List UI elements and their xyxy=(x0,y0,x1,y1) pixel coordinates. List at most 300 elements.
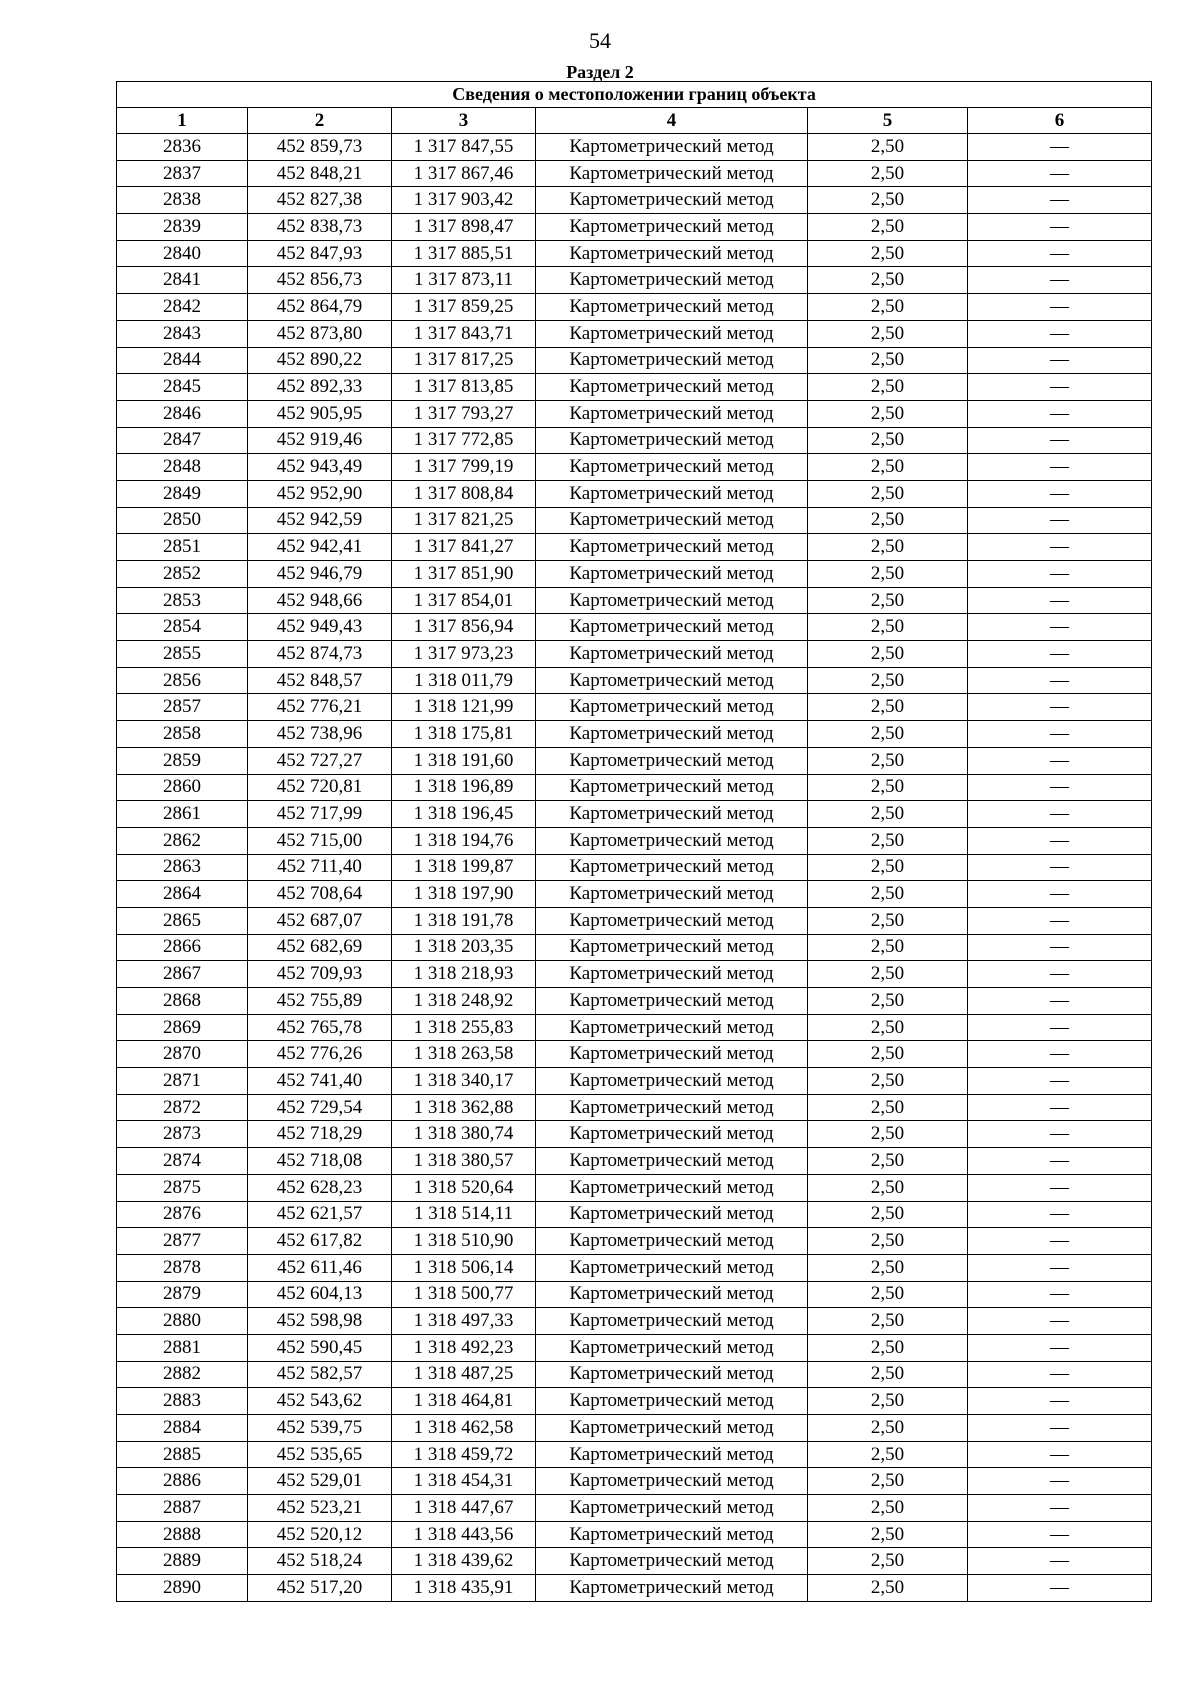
method-cell: Картометрический метод xyxy=(536,1094,808,1121)
x-coordinate-cell: 452 718,08 xyxy=(248,1148,392,1175)
column-header: 4 xyxy=(536,108,808,134)
column-header: 5 xyxy=(808,108,968,134)
point-number-cell: 2881 xyxy=(117,1334,248,1361)
accuracy-cell: 2,50 xyxy=(808,1121,968,1148)
note-cell: — xyxy=(968,160,1152,187)
method-cell: Картометрический метод xyxy=(536,347,808,374)
y-coordinate-cell: 1 318 520,64 xyxy=(392,1174,536,1201)
table-row xyxy=(117,1521,1152,1548)
note-cell: — xyxy=(968,774,1152,801)
point-number-cell: 2856 xyxy=(117,667,248,694)
table-row xyxy=(117,187,1152,214)
table-row xyxy=(117,667,1152,694)
table-row xyxy=(117,267,1152,294)
method-cell: Картометрический метод xyxy=(536,721,808,748)
accuracy-cell: 2,50 xyxy=(808,267,968,294)
table-row xyxy=(117,1388,1152,1415)
y-coordinate-cell: 1 317 898,47 xyxy=(392,214,536,241)
x-coordinate-cell: 452 708,64 xyxy=(248,881,392,908)
table-row xyxy=(117,1201,1152,1228)
y-coordinate-cell: 1 318 011,79 xyxy=(392,667,536,694)
point-number-cell: 2850 xyxy=(117,507,248,534)
note-cell: — xyxy=(968,427,1152,454)
x-coordinate-cell: 452 741,40 xyxy=(248,1068,392,1095)
x-coordinate-cell: 452 847,93 xyxy=(248,240,392,267)
y-coordinate-cell: 1 318 454,31 xyxy=(392,1468,536,1495)
point-number-cell: 2855 xyxy=(117,641,248,668)
x-coordinate-cell: 452 943,49 xyxy=(248,454,392,481)
page-number: 54 xyxy=(589,28,611,53)
method-cell: Картометрический метод xyxy=(536,534,808,561)
x-coordinate-cell: 452 873,80 xyxy=(248,320,392,347)
note-cell: — xyxy=(968,667,1152,694)
method-cell: Картометрический метод xyxy=(536,961,808,988)
y-coordinate-cell: 1 317 808,84 xyxy=(392,480,536,507)
accuracy-cell: 2,50 xyxy=(808,1068,968,1095)
table-row xyxy=(117,1468,1152,1495)
accuracy-cell: 2,50 xyxy=(808,1441,968,1468)
y-coordinate-cell: 1 318 459,72 xyxy=(392,1441,536,1468)
point-number-cell: 2860 xyxy=(117,774,248,801)
accuracy-cell: 2,50 xyxy=(808,801,968,828)
method-cell: Картометрический метод xyxy=(536,1361,808,1388)
point-number-cell: 2865 xyxy=(117,907,248,934)
y-coordinate-cell: 1 318 510,90 xyxy=(392,1228,536,1255)
point-number-cell: 2867 xyxy=(117,961,248,988)
accuracy-cell: 2,50 xyxy=(808,1041,968,1068)
point-number-cell: 2839 xyxy=(117,214,248,241)
table-row xyxy=(117,881,1152,908)
note-cell: — xyxy=(968,454,1152,481)
note-cell: — xyxy=(968,988,1152,1015)
point-number-cell: 2857 xyxy=(117,694,248,721)
note-cell: — xyxy=(968,747,1152,774)
accuracy-cell: 2,50 xyxy=(808,1334,968,1361)
accuracy-cell: 2,50 xyxy=(808,881,968,908)
method-cell: Картометрический метод xyxy=(536,827,808,854)
table-row xyxy=(117,614,1152,641)
x-coordinate-cell: 452 864,79 xyxy=(248,294,392,321)
method-cell: Картометрический метод xyxy=(536,1468,808,1495)
method-cell: Картометрический метод xyxy=(536,801,808,828)
accuracy-cell: 2,50 xyxy=(808,160,968,187)
point-number-cell: 2882 xyxy=(117,1361,248,1388)
point-number-cell: 2861 xyxy=(117,801,248,828)
point-number-cell: 2885 xyxy=(117,1441,248,1468)
point-number-cell: 2851 xyxy=(117,534,248,561)
point-number-cell: 2869 xyxy=(117,1014,248,1041)
y-coordinate-cell: 1 318 506,14 xyxy=(392,1254,536,1281)
note-cell: — xyxy=(968,1495,1152,1522)
table-caption: Сведения о местоположении границ объекта xyxy=(117,82,1152,108)
accuracy-cell: 2,50 xyxy=(808,1361,968,1388)
point-number-cell: 2864 xyxy=(117,881,248,908)
accuracy-cell: 2,50 xyxy=(808,187,968,214)
method-cell: Картометрический метод xyxy=(536,1521,808,1548)
y-coordinate-cell: 1 318 194,76 xyxy=(392,827,536,854)
y-coordinate-cell: 1 317 873,11 xyxy=(392,267,536,294)
y-coordinate-cell: 1 317 772,85 xyxy=(392,427,536,454)
note-cell: — xyxy=(968,134,1152,161)
x-coordinate-cell: 452 518,24 xyxy=(248,1548,392,1575)
x-coordinate-cell: 452 856,73 xyxy=(248,267,392,294)
x-coordinate-cell: 452 718,29 xyxy=(248,1121,392,1148)
accuracy-cell: 2,50 xyxy=(808,827,968,854)
x-coordinate-cell: 452 687,07 xyxy=(248,907,392,934)
point-number-cell: 2886 xyxy=(117,1468,248,1495)
note-cell: — xyxy=(968,320,1152,347)
x-coordinate-cell: 452 948,66 xyxy=(248,587,392,614)
method-cell: Картометрический метод xyxy=(536,1228,808,1255)
accuracy-cell: 2,50 xyxy=(808,347,968,374)
table-row xyxy=(117,160,1152,187)
table-row xyxy=(117,561,1152,588)
note-cell: — xyxy=(968,1148,1152,1175)
table-row xyxy=(117,1014,1152,1041)
x-coordinate-cell: 452 952,90 xyxy=(248,480,392,507)
x-coordinate-cell: 452 611,46 xyxy=(248,1254,392,1281)
method-cell: Картометрический метод xyxy=(536,1334,808,1361)
table-row xyxy=(117,1041,1152,1068)
x-coordinate-cell: 452 604,13 xyxy=(248,1281,392,1308)
accuracy-cell: 2,50 xyxy=(808,721,968,748)
table-row xyxy=(117,721,1152,748)
table-row xyxy=(117,1361,1152,1388)
table-row xyxy=(117,1548,1152,1575)
table-row xyxy=(117,1575,1152,1602)
method-cell: Картометрический метод xyxy=(536,641,808,668)
note-cell: — xyxy=(968,1308,1152,1335)
method-cell: Картометрический метод xyxy=(536,1495,808,1522)
x-coordinate-cell: 452 682,69 xyxy=(248,934,392,961)
point-number-cell: 2840 xyxy=(117,240,248,267)
point-number-cell: 2862 xyxy=(117,827,248,854)
note-cell: — xyxy=(968,374,1152,401)
table-row xyxy=(117,854,1152,881)
accuracy-cell: 2,50 xyxy=(808,1575,968,1602)
accuracy-cell: 2,50 xyxy=(808,240,968,267)
table-row xyxy=(117,1228,1152,1255)
table-row xyxy=(117,1441,1152,1468)
accuracy-cell: 2,50 xyxy=(808,534,968,561)
accuracy-cell: 2,50 xyxy=(808,1495,968,1522)
accuracy-cell: 2,50 xyxy=(808,587,968,614)
method-cell: Картометрический метод xyxy=(536,614,808,641)
table-row xyxy=(117,134,1152,161)
accuracy-cell: 2,50 xyxy=(808,1468,968,1495)
table-row xyxy=(117,641,1152,668)
note-cell: — xyxy=(968,1121,1152,1148)
note-cell: — xyxy=(968,1014,1152,1041)
method-cell: Картометрический метод xyxy=(536,160,808,187)
method-cell: Картометрический метод xyxy=(536,1121,808,1148)
note-cell: — xyxy=(968,534,1152,561)
note-cell: — xyxy=(968,827,1152,854)
method-cell: Картометрический метод xyxy=(536,400,808,427)
point-number-cell: 2866 xyxy=(117,934,248,961)
point-number-cell: 2846 xyxy=(117,400,248,427)
point-number-cell: 2873 xyxy=(117,1121,248,1148)
note-cell: — xyxy=(968,1254,1152,1281)
accuracy-cell: 2,50 xyxy=(808,134,968,161)
accuracy-cell: 2,50 xyxy=(808,507,968,534)
method-cell: Картометрический метод xyxy=(536,561,808,588)
note-cell: — xyxy=(968,480,1152,507)
x-coordinate-cell: 452 729,54 xyxy=(248,1094,392,1121)
note-cell: — xyxy=(968,1388,1152,1415)
y-coordinate-cell: 1 317 856,94 xyxy=(392,614,536,641)
method-cell: Картометрический метод xyxy=(536,1281,808,1308)
method-cell: Картометрический метод xyxy=(536,1068,808,1095)
point-number-cell: 2852 xyxy=(117,561,248,588)
note-cell: — xyxy=(968,347,1152,374)
point-number-cell: 2870 xyxy=(117,1041,248,1068)
x-coordinate-cell: 452 848,57 xyxy=(248,667,392,694)
x-coordinate-cell: 452 709,93 xyxy=(248,961,392,988)
note-cell: — xyxy=(968,1548,1152,1575)
point-number-cell: 2836 xyxy=(117,134,248,161)
point-number-cell: 2868 xyxy=(117,988,248,1015)
x-coordinate-cell: 452 590,45 xyxy=(248,1334,392,1361)
note-cell: — xyxy=(968,1415,1152,1442)
y-coordinate-cell: 1 317 847,55 xyxy=(392,134,536,161)
point-number-cell: 2879 xyxy=(117,1281,248,1308)
x-coordinate-cell: 452 539,75 xyxy=(248,1415,392,1442)
note-cell: — xyxy=(968,214,1152,241)
y-coordinate-cell: 1 318 191,78 xyxy=(392,907,536,934)
table-row xyxy=(117,1148,1152,1175)
accuracy-cell: 2,50 xyxy=(808,400,968,427)
method-cell: Картометрический метод xyxy=(536,1174,808,1201)
table-header xyxy=(117,82,1152,134)
accuracy-cell: 2,50 xyxy=(808,1014,968,1041)
y-coordinate-cell: 1 318 121,99 xyxy=(392,694,536,721)
note-cell: — xyxy=(968,907,1152,934)
note-cell: — xyxy=(968,1334,1152,1361)
table-row xyxy=(117,1121,1152,1148)
point-number-cell: 2884 xyxy=(117,1415,248,1442)
x-coordinate-cell: 452 838,73 xyxy=(248,214,392,241)
x-coordinate-cell: 452 738,96 xyxy=(248,721,392,748)
table-row xyxy=(117,454,1152,481)
table-row xyxy=(117,1174,1152,1201)
table-row xyxy=(117,988,1152,1015)
accuracy-cell: 2,50 xyxy=(808,774,968,801)
table-row xyxy=(117,587,1152,614)
table-row xyxy=(117,934,1152,961)
column-number-row xyxy=(117,108,1152,134)
method-cell: Картометрический метод xyxy=(536,1548,808,1575)
y-coordinate-cell: 1 317 821,25 xyxy=(392,507,536,534)
method-cell: Картометрический метод xyxy=(536,1201,808,1228)
y-coordinate-cell: 1 318 340,17 xyxy=(392,1068,536,1095)
x-coordinate-cell: 452 905,95 xyxy=(248,400,392,427)
method-cell: Картометрический метод xyxy=(536,1575,808,1602)
x-coordinate-cell: 452 543,62 xyxy=(248,1388,392,1415)
method-cell: Картометрический метод xyxy=(536,267,808,294)
note-cell: — xyxy=(968,934,1152,961)
y-coordinate-cell: 1 317 854,01 xyxy=(392,587,536,614)
x-coordinate-cell: 452 535,65 xyxy=(248,1441,392,1468)
method-cell: Картометрический метод xyxy=(536,1388,808,1415)
x-coordinate-cell: 452 517,20 xyxy=(248,1575,392,1602)
accuracy-cell: 2,50 xyxy=(808,614,968,641)
x-coordinate-cell: 452 874,73 xyxy=(248,641,392,668)
accuracy-cell: 2,50 xyxy=(808,1548,968,1575)
y-coordinate-cell: 1 318 203,35 xyxy=(392,934,536,961)
note-cell: — xyxy=(968,1575,1152,1602)
x-coordinate-cell: 452 755,89 xyxy=(248,988,392,1015)
column-header: 6 xyxy=(968,108,1152,134)
x-coordinate-cell: 452 720,81 xyxy=(248,774,392,801)
method-cell: Картометрический метод xyxy=(536,454,808,481)
y-coordinate-cell: 1 317 885,51 xyxy=(392,240,536,267)
y-coordinate-cell: 1 318 218,93 xyxy=(392,961,536,988)
note-cell: — xyxy=(968,1441,1152,1468)
accuracy-cell: 2,50 xyxy=(808,1228,968,1255)
method-cell: Картометрический метод xyxy=(536,134,808,161)
note-cell: — xyxy=(968,187,1152,214)
column-header: 1 xyxy=(117,108,248,134)
x-coordinate-cell: 452 628,23 xyxy=(248,1174,392,1201)
x-coordinate-cell: 452 523,21 xyxy=(248,1495,392,1522)
note-cell: — xyxy=(968,1468,1152,1495)
method-cell: Картометрический метод xyxy=(536,881,808,908)
accuracy-cell: 2,50 xyxy=(808,1174,968,1201)
method-cell: Картометрический метод xyxy=(536,667,808,694)
x-coordinate-cell: 452 711,40 xyxy=(248,854,392,881)
method-cell: Картометрический метод xyxy=(536,1415,808,1442)
table-row xyxy=(117,294,1152,321)
note-cell: — xyxy=(968,854,1152,881)
accuracy-cell: 2,50 xyxy=(808,747,968,774)
accuracy-cell: 2,50 xyxy=(808,1201,968,1228)
method-cell: Картометрический метод xyxy=(536,854,808,881)
note-cell: — xyxy=(968,694,1152,721)
note-cell: — xyxy=(968,1361,1152,1388)
point-number-cell: 2854 xyxy=(117,614,248,641)
x-coordinate-cell: 452 617,82 xyxy=(248,1228,392,1255)
table-row xyxy=(117,320,1152,347)
table-row xyxy=(117,1495,1152,1522)
y-coordinate-cell: 1 317 903,42 xyxy=(392,187,536,214)
table-row xyxy=(117,1254,1152,1281)
y-coordinate-cell: 1 318 263,58 xyxy=(392,1041,536,1068)
method-cell: Картометрический метод xyxy=(536,240,808,267)
accuracy-cell: 2,50 xyxy=(808,934,968,961)
note-cell: — xyxy=(968,721,1152,748)
y-coordinate-cell: 1 318 255,83 xyxy=(392,1014,536,1041)
y-coordinate-cell: 1 318 362,88 xyxy=(392,1094,536,1121)
accuracy-cell: 2,50 xyxy=(808,667,968,694)
y-coordinate-cell: 1 317 851,90 xyxy=(392,561,536,588)
y-coordinate-cell: 1 317 793,27 xyxy=(392,400,536,427)
method-cell: Картометрический метод xyxy=(536,1254,808,1281)
point-number-cell: 2880 xyxy=(117,1308,248,1335)
point-number-cell: 2890 xyxy=(117,1575,248,1602)
x-coordinate-cell: 452 942,59 xyxy=(248,507,392,534)
point-number-cell: 2872 xyxy=(117,1094,248,1121)
note-cell: — xyxy=(968,507,1152,534)
x-coordinate-cell: 452 942,41 xyxy=(248,534,392,561)
point-number-cell: 2838 xyxy=(117,187,248,214)
accuracy-cell: 2,50 xyxy=(808,320,968,347)
table-row xyxy=(117,480,1152,507)
y-coordinate-cell: 1 318 191,60 xyxy=(392,747,536,774)
y-coordinate-cell: 1 318 447,67 xyxy=(392,1495,536,1522)
y-coordinate-cell: 1 318 439,62 xyxy=(392,1548,536,1575)
y-coordinate-cell: 1 318 514,11 xyxy=(392,1201,536,1228)
point-number-cell: 2874 xyxy=(117,1148,248,1175)
method-cell: Картометрический метод xyxy=(536,374,808,401)
point-number-cell: 2849 xyxy=(117,480,248,507)
point-number-cell: 2847 xyxy=(117,427,248,454)
note-cell: — xyxy=(968,641,1152,668)
x-coordinate-cell: 452 892,33 xyxy=(248,374,392,401)
point-number-cell: 2875 xyxy=(117,1174,248,1201)
note-cell: — xyxy=(968,801,1152,828)
method-cell: Картометрический метод xyxy=(536,507,808,534)
accuracy-cell: 2,50 xyxy=(808,1281,968,1308)
table-row xyxy=(117,907,1152,934)
note-cell: — xyxy=(968,240,1152,267)
method-cell: Картометрический метод xyxy=(536,187,808,214)
note-cell: — xyxy=(968,1041,1152,1068)
table-row xyxy=(117,374,1152,401)
table-row xyxy=(117,240,1152,267)
accuracy-cell: 2,50 xyxy=(808,641,968,668)
note-cell: — xyxy=(968,1281,1152,1308)
y-coordinate-cell: 1 317 841,27 xyxy=(392,534,536,561)
method-cell: Картометрический метод xyxy=(536,214,808,241)
y-coordinate-cell: 1 318 380,74 xyxy=(392,1121,536,1148)
method-cell: Картометрический метод xyxy=(536,934,808,961)
point-number-cell: 2863 xyxy=(117,854,248,881)
table-row xyxy=(117,1068,1152,1095)
point-number-cell: 2853 xyxy=(117,587,248,614)
table-row xyxy=(117,1281,1152,1308)
accuracy-cell: 2,50 xyxy=(808,294,968,321)
table-body xyxy=(117,134,1152,1602)
note-cell: — xyxy=(968,881,1152,908)
method-cell: Картометрический метод xyxy=(536,1148,808,1175)
method-cell: Картометрический метод xyxy=(536,1308,808,1335)
method-cell: Картометрический метод xyxy=(536,694,808,721)
accuracy-cell: 2,50 xyxy=(808,1094,968,1121)
point-number-cell: 2858 xyxy=(117,721,248,748)
x-coordinate-cell: 452 520,12 xyxy=(248,1521,392,1548)
method-cell: Картометрический метод xyxy=(536,988,808,1015)
y-coordinate-cell: 1 318 500,77 xyxy=(392,1281,536,1308)
table-row xyxy=(117,827,1152,854)
table-row xyxy=(117,214,1152,241)
table-row xyxy=(117,1308,1152,1335)
x-coordinate-cell: 452 776,21 xyxy=(248,694,392,721)
accuracy-cell: 2,50 xyxy=(808,854,968,881)
y-coordinate-cell: 1 318 199,87 xyxy=(392,854,536,881)
y-coordinate-cell: 1 318 462,58 xyxy=(392,1415,536,1442)
accuracy-cell: 2,50 xyxy=(808,1388,968,1415)
table-row xyxy=(117,1415,1152,1442)
method-cell: Картометрический метод xyxy=(536,774,808,801)
accuracy-cell: 2,50 xyxy=(808,454,968,481)
note-cell: — xyxy=(968,267,1152,294)
note-cell: — xyxy=(968,400,1152,427)
method-cell: Картометрический метод xyxy=(536,587,808,614)
table-row xyxy=(117,534,1152,561)
method-cell: Картометрический метод xyxy=(536,907,808,934)
method-cell: Картометрический метод xyxy=(536,1041,808,1068)
